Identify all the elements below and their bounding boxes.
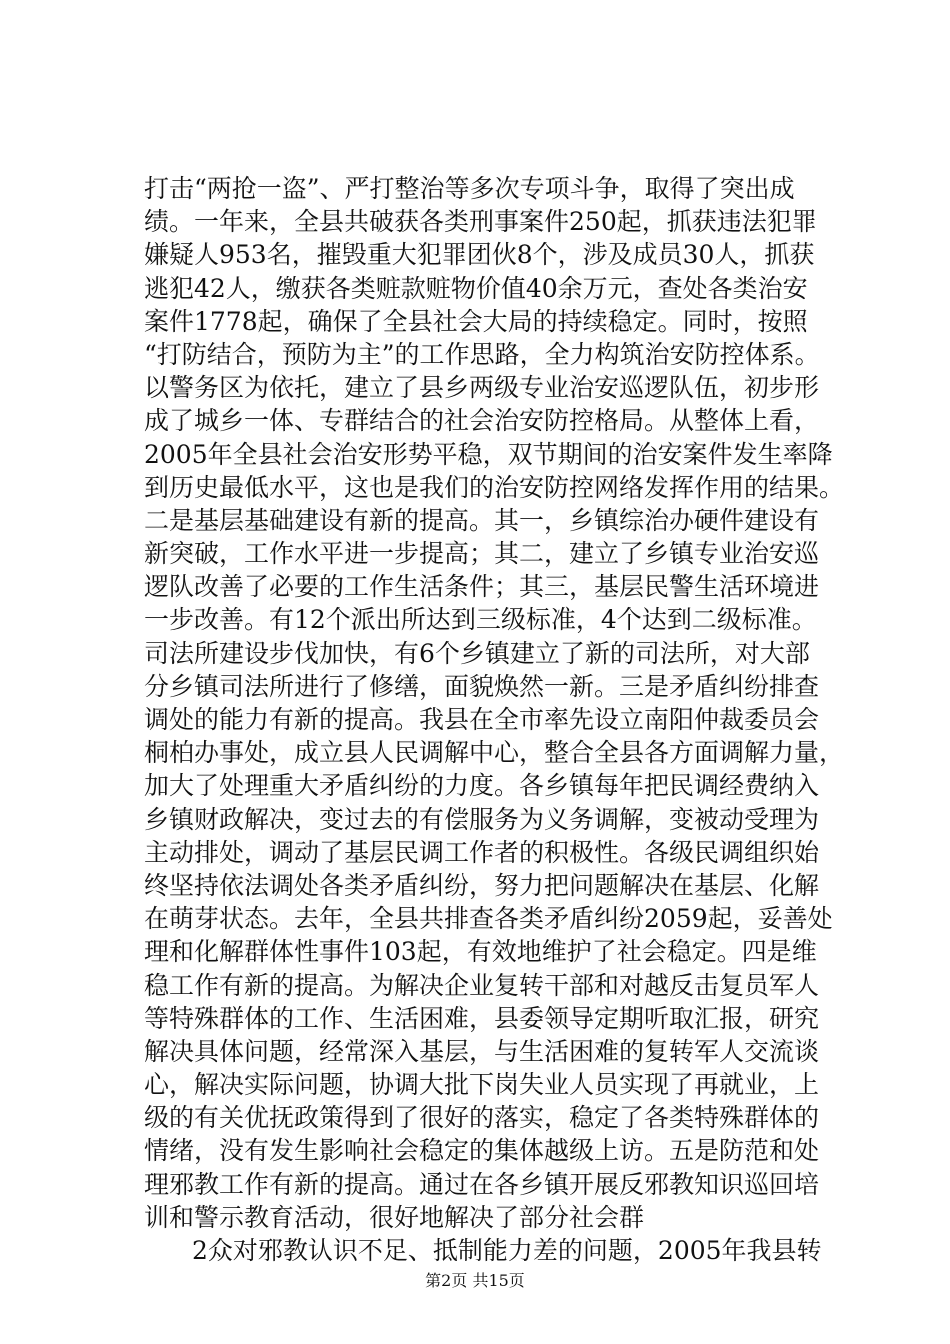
text-line: 一步改善。有12个派出所达到三级标准，4个达到二级标准。	[144, 605, 817, 635]
text-line: “打防结合，预防为主”的工作思路，全力构筑治安防控体系。	[144, 339, 820, 369]
text-line: 主动排处，调动了基层民调工作者的积极性。各级民调组织始	[144, 837, 820, 867]
body-text	[144, 172, 864, 1267]
text-line: 二是基层基础建设有新的提高。其一，乡镇综治办硬件建设有	[144, 505, 820, 535]
page-number-footer: 第2页 共15页	[425, 1271, 525, 1290]
text-line: 打击“两抢一盗”、严打整治等多次专项斗争，取得了突出成	[144, 174, 795, 203]
text-line: 在萌芽状态。去年，全县共排查各类矛盾纠纷2059起，妥善处	[144, 904, 833, 934]
text-line: 训和警示教育活动，很好地解决了部分社会群	[144, 1202, 645, 1232]
text-line: 级的有关优抚政策得到了很好的落实，稳定了各类特殊群体的	[144, 1103, 820, 1133]
text-line: 司法所建设步伐加快，有6个乡镇建立了新的司法所，对大部	[144, 638, 810, 668]
text-line: 新突破，工作水平进一步提高；其二，建立了乡镇专业治安巡	[144, 539, 820, 569]
text-line: 乡镇财政解决，变过去的有偿服务为义务调解，变被动受理为	[144, 804, 820, 834]
text-line: 逻队改善了必要的工作生活条件；其三，基层民警生活环境进	[144, 572, 820, 602]
text-line: 情绪，没有发生影响社会稳定的集体越级上访。五是防范和处	[144, 1136, 820, 1166]
text-line: 成了城乡一体、专群结合的社会治安防控格局。从整体上看，	[144, 406, 820, 436]
text-line: 嫌疑人953名，摧毁重大犯罪团伙8个，涉及成员30人，抓获	[144, 240, 815, 270]
text-line: 分乡镇司法所进行了修缮，面貌焕然一新。三是矛盾纠纷排查	[144, 671, 820, 701]
text-line: 桐柏办事处，成立县人民调解中心，整合全县各方面调解力量，	[144, 738, 845, 768]
text-line: 逃犯42人，缴获各类赃款赃物价值40余万元，查处各类治安	[144, 273, 808, 303]
text-line: 解决具体问题，经常深入基层，与生活困难的复转军人交流谈	[144, 1036, 820, 1066]
text-line: 2005年全县社会治安形势平稳，双节期间的治安案件发生率降	[144, 439, 833, 469]
text-line: 调处的能力有新的提高。我县在全市率先设立南阳仲裁委员会	[144, 705, 820, 734]
text-line: 2众对邪教认识不足、抵制能力差的问题，2005年我县转	[192, 1236, 822, 1265]
text-line: 加大了处理重大矛盾纠纷的力度。各乡镇每年把民调经费纳入	[144, 771, 820, 801]
text-line: 等特殊群体的工作、生活困难，县委领导定期听取汇报，研究	[144, 1003, 820, 1033]
text-line: 理和化解群体性事件103起，有效地维护了社会稳定。四是维	[144, 937, 817, 967]
text-line: 案件1778起，确保了全县社会大局的持续稳定。同时，按照	[144, 306, 808, 336]
text-line: 终坚持依法调处各类矛盾纠纷，努力把问题解决在基层、化解	[144, 870, 820, 900]
text-line: 稳工作有新的提高。为解决企业复转干部和对越反击复员军人	[144, 970, 820, 1000]
text-line: 到历史最低水平，这也是我们的治安防控网络发挥作用的结果。	[144, 472, 845, 502]
text-line: 绩。一年来，全县共破获各类刑事案件250起，抓获违法犯罪	[144, 207, 817, 237]
text-line: 理邪教工作有新的提高。通过在各乡镇开展反邪教知识巡回培	[144, 1169, 820, 1199]
text-line: 以警务区为依托，建立了县乡两级专业治安巡逻队伍，初步形	[144, 373, 820, 403]
text-line: 心，解决实际问题，协调大批下岗失业人员实现了再就业，上	[144, 1070, 820, 1100]
